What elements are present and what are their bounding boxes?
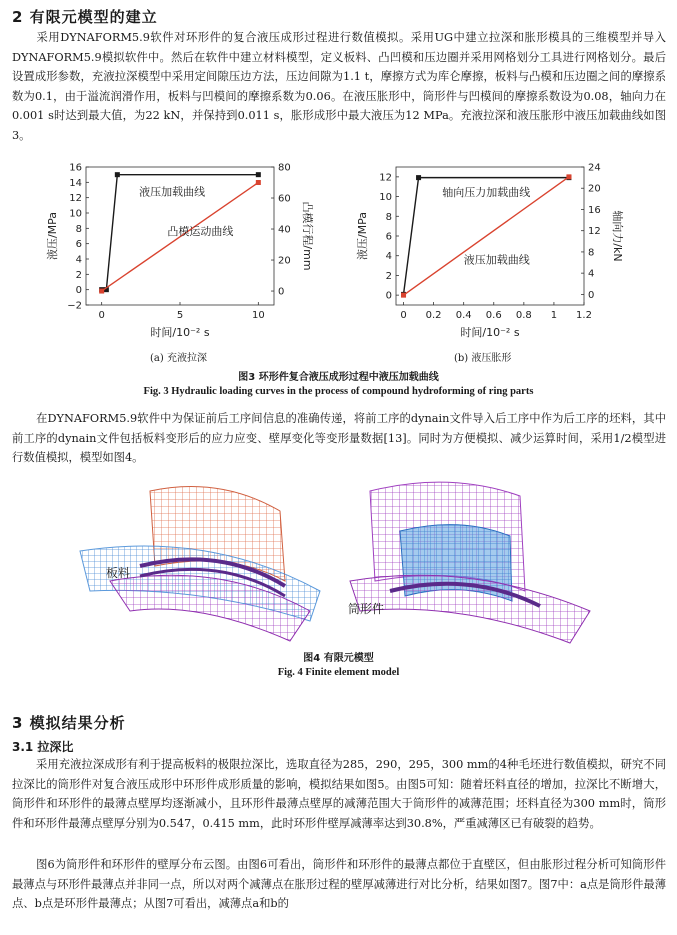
y2-tick-label: 8 [588, 247, 595, 259]
series-point [115, 172, 120, 177]
y-tick-label: 2 [385, 270, 392, 282]
fig4-right-model [350, 482, 590, 643]
y-tick-label: 4 [75, 254, 82, 266]
y2-tick-label: 16 [588, 204, 601, 216]
y-tick-label: 6 [385, 231, 392, 243]
fig4-caption-cn: 图4 有限元模型 [303, 653, 374, 664]
section-3-paragraph-1: 采用充液拉深成形有利于提高板料的极限拉深比，选取直径为285，290，295，300 mm的4种毛坯进行数值模拟，研究不同拉深比的筒形件对复合液压成形中环形件成形质量的影响，模拟结果如图5。由图5可知：随着坯料直径的增加，拉深比不断增大，筒形件和环形件的最薄点壁厚均逐渐减小，且环形件最薄点壁厚的减薄范围大于筒形件的减薄范围；坯料直径为300 mm时，筒形件和环形件最薄点壁厚分别为0.547，0.415 mm，此时环形件壁厚减薄率达到30.8%，严重减薄区已有破裂的趋势。 [12, 758, 666, 830]
x-tick-label: 0.8 [515, 310, 532, 321]
y-tick-label: 8 [385, 211, 392, 223]
fig4-label-blank: 板料 [106, 566, 131, 580]
fig3b-subcaption: (b) 液压胀形 [454, 353, 512, 364]
section-3-heading: 3 模拟结果分析 [12, 714, 126, 732]
y2-tick-label: 0 [278, 286, 285, 298]
x-tick-label: 0.6 [485, 310, 502, 321]
series-point [99, 289, 104, 294]
series-point [416, 175, 421, 180]
series-label: 轴向压力加载曲线 [442, 186, 531, 200]
series-label: 液压加载曲线 [463, 253, 530, 267]
series-point [256, 172, 261, 177]
y2-tick-label: 60 [278, 193, 291, 205]
series-label: 凸模运动曲线 [167, 225, 234, 239]
x-tick-label: 0 [400, 310, 407, 321]
section-2-heading: 2 有限元模型的建立 [12, 8, 158, 26]
section-3-1-heading: 3.1 拉深比 [12, 740, 74, 754]
y2-tick-label: 20 [278, 255, 291, 267]
y-tick-label: −2 [67, 300, 82, 312]
fig4-caption-en: Fig. 4 Finite element model [277, 667, 400, 678]
y-axis-label: 液压/MPa [356, 211, 369, 261]
series-point [566, 174, 571, 179]
x-tick-label: 0.2 [425, 310, 442, 321]
x-tick-label: 10 [251, 310, 265, 321]
y2-tick-label: 40 [278, 224, 291, 236]
section-2-paragraph-2: 在DYNAFORM5.9软件中为保证前后工序间信息的准确传递，将前工序的dynain文件导入后工序中作为后工序的坯料，其中前工序的dynain文件包括板料变形后的应力应变、壁厚变化等变形量数据[13]。同时为方便模拟、减少运算时间，采用1/2模型进行数值模拟，模型如图4。 [12, 412, 666, 464]
series-label: 液压加载曲线 [139, 185, 206, 199]
fig3-caption-cn: 图3 环形件复合液压成形过程中液压加载曲线 [238, 372, 439, 383]
section-3-paragraph-2: 图6为筒形件和环形件的壁厚分布云图。由图6可看出，筒形件和环形件的最薄点都位于直壁区，但由胀形过程分析可知筒形件最薄点与环形件最薄点并非同一点，所以对两个减薄点在胀形过程的壁厚减薄进行对比分析，结果如图7。图7中：a点是筒形件最薄点、b点是环形件最薄点；从图7可看出，减薄点a和b的 [12, 858, 666, 910]
y2-axis-label: 轴向力/kN [611, 210, 624, 262]
y-axis-label: 液压/MPa [46, 211, 59, 261]
section-2-paragraph-1: 采用DYNAFORM5.9软件对环形件的复合液压成形过程进行数值模拟。采用UG中建立拉深和胀形模具的三维模型并导入DYNAFORM5.9模拟软件中。然后在软件中建立材料模型，定义板料、凸凹模和压边圈并采用网格划分工具进行网格划分。最后设置成形参数，充液拉深模型中采用定间隙压边方法，压边间隙为1.1 t，摩擦方式为库仑摩擦，板料与凸模和压边圈之间的摩擦系数为0.1，由于溢流润滑作用，板料与凹模间的摩擦系数为0.06。在液压胀形中，筒形件与凹模间的摩擦系数设为0.08，轴向力在0.001 s时达到最大值，为22 kN，并保持到0.011 s，胀形成形中最大液压为12 MPa。充液拉深和液压胀形中液压加载曲线如图3。 [12, 31, 666, 142]
y-tick-label: 10 [69, 208, 82, 220]
fig3a-chart [36, 155, 336, 347]
y-tick-label: 0 [75, 285, 82, 297]
y2-axis-label: 凸模行程/mm [301, 201, 314, 271]
fig4-label-cup: 筒形件 [348, 602, 385, 616]
series-point [256, 180, 261, 185]
y-tick-label: 12 [69, 193, 82, 205]
y2-tick-label: 20 [588, 183, 601, 195]
x-axis-label: 时间/10⁻² s [150, 326, 210, 339]
x-tick-label: 0 [98, 310, 105, 321]
y-tick-label: 2 [75, 269, 82, 281]
y2-tick-label: 4 [588, 268, 595, 280]
x-tick-label: 0.4 [455, 310, 472, 321]
y-tick-label: 14 [69, 177, 82, 189]
y2-tick-label: 0 [588, 289, 595, 301]
x-tick-label: 1 [550, 310, 558, 321]
x-tick-label: 1.2 [576, 310, 592, 321]
fig3b-chart [346, 155, 646, 347]
y-tick-label: 8 [75, 223, 82, 235]
y-tick-label: 4 [385, 251, 392, 263]
y-tick-label: 10 [379, 192, 392, 204]
fig3a-subcaption: (a) 充液拉深 [150, 353, 207, 364]
y2-tick-label: 12 [588, 226, 601, 238]
fig4-illustration [70, 471, 630, 646]
y-tick-label: 12 [379, 172, 392, 184]
series-point [401, 293, 406, 298]
y2-tick-label: 24 [588, 162, 601, 174]
y-tick-label: 0 [385, 290, 392, 302]
y-tick-label: 6 [75, 239, 82, 251]
x-axis-label: 时间/10⁻² s [460, 326, 520, 339]
x-tick-label: 5 [176, 310, 184, 321]
fig3-caption-en: Fig. 3 Hydraulic loading curves in the process of compound hydroforming of ring parts [143, 386, 534, 397]
y2-tick-label: 80 [278, 162, 291, 174]
y-tick-label: 16 [69, 162, 82, 174]
